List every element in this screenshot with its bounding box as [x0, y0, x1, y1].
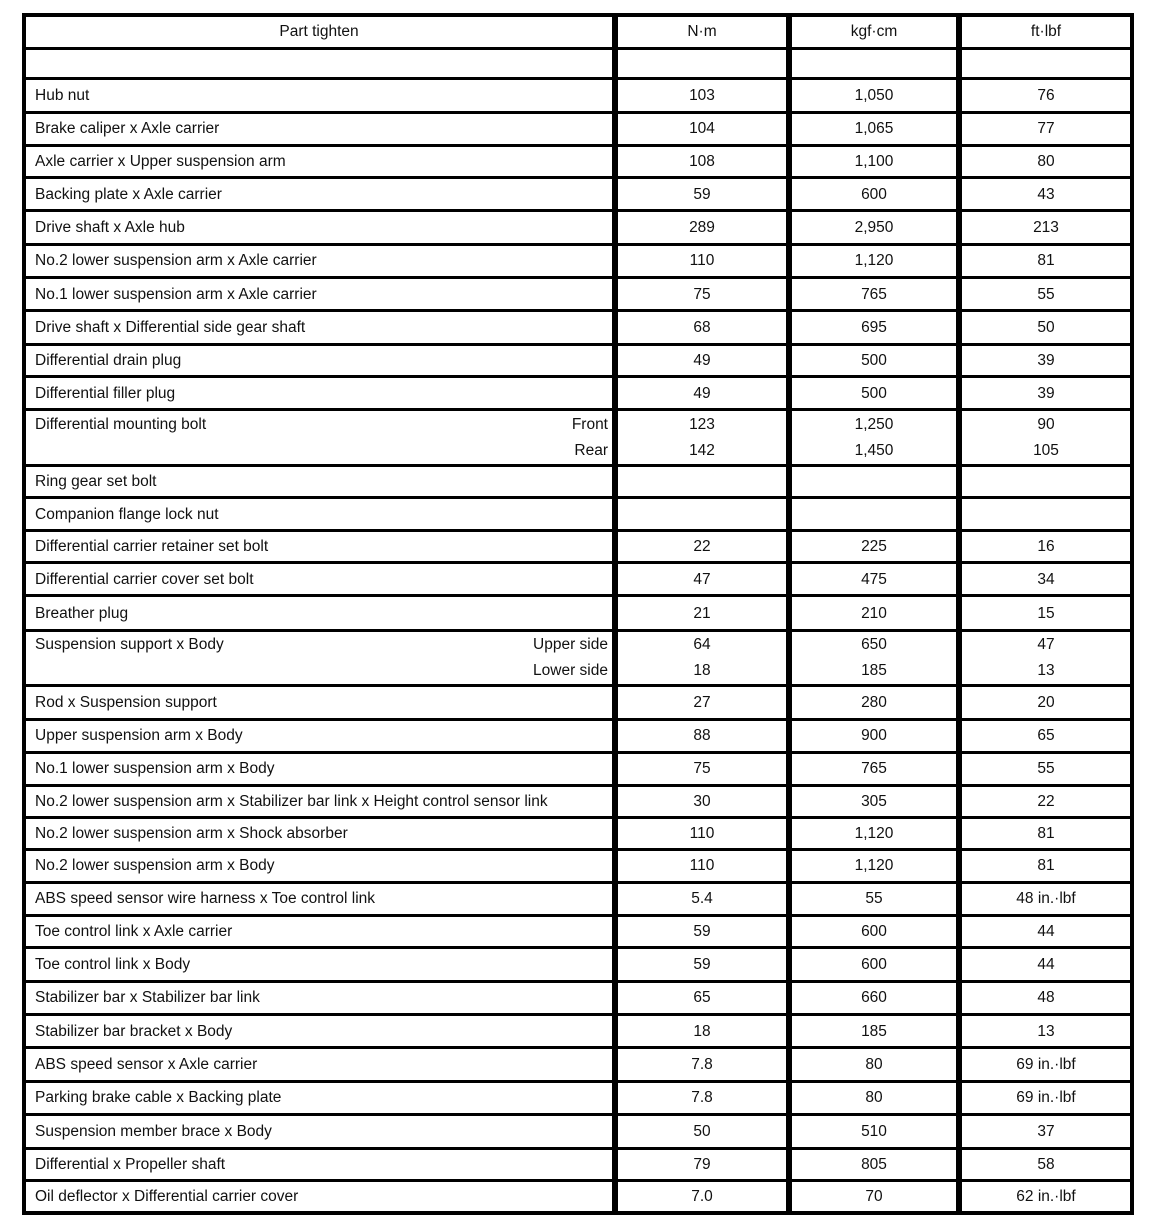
- nm-cell: 50: [615, 1115, 789, 1148]
- part-cell: [24, 344, 615, 376]
- ft-cell: 65: [959, 719, 1132, 752]
- table-row: [24, 344, 1132, 376]
- part-name: Stabilizer bar x Stabilizer bar link: [35, 989, 260, 1007]
- kgf-cell: 1,120: [789, 244, 959, 277]
- torque-spec-table: [22, 13, 1134, 1215]
- part-cell: [24, 211, 615, 244]
- ft-cell: 48 in.·lbf: [959, 882, 1132, 915]
- kgf-cell: 600: [789, 915, 959, 947]
- nm-cell: 49: [615, 377, 789, 410]
- table-row: [24, 410, 1132, 466]
- ft-cell: 22: [959, 785, 1132, 817]
- table-row: [24, 686, 1132, 719]
- part-name: Parking brake cable x Backing plate: [35, 1089, 282, 1107]
- nm-cell-value: 18: [693, 662, 711, 680]
- kgf-cell: 600: [789, 948, 959, 981]
- table-row: [24, 78, 1132, 112]
- kgf-cell: 765: [789, 278, 959, 311]
- part-cell: [24, 498, 615, 530]
- table-row: [24, 113, 1132, 145]
- table-row: [24, 1148, 1132, 1180]
- nm-cell: 47: [615, 563, 789, 596]
- position-label: Front: [571, 415, 608, 433]
- kgf-cell: 80: [789, 1048, 959, 1081]
- nm-cell: 27: [615, 686, 789, 719]
- ft-cell: 81: [959, 850, 1132, 882]
- ft-cell: 16: [959, 530, 1132, 562]
- table-row: [24, 1081, 1132, 1114]
- kgf-cell-value: 650: [861, 636, 887, 654]
- ft-cell: [959, 410, 1132, 466]
- part-name: ABS speed sensor x Axle carrier: [35, 1056, 258, 1074]
- nm-cell-value: 142: [689, 441, 715, 459]
- ft-cell: [959, 466, 1132, 498]
- part-name: Differential carrier retainer set bolt: [35, 537, 269, 555]
- part-cell: [24, 311, 615, 344]
- part-name: Companion flange lock nut: [35, 505, 219, 523]
- part-cell: [24, 1180, 615, 1213]
- kgf-cell: 305: [789, 785, 959, 817]
- nm-cell: 75: [615, 278, 789, 311]
- part-name: ABS speed sensor wire harness x Toe control link: [35, 890, 376, 908]
- part-name: Differential carrier cover set bolt: [35, 570, 254, 588]
- kgf-cell: 1,120: [789, 850, 959, 882]
- nm-cell: 110: [615, 850, 789, 882]
- ft-cell: 62 in.·lbf: [959, 1180, 1132, 1213]
- ft-cell-value: 13: [1037, 662, 1055, 680]
- part-name: Suspension member brace x Body: [35, 1122, 272, 1140]
- table-row: [24, 1048, 1132, 1081]
- kgf-cell: 80: [789, 1081, 959, 1114]
- part-cell: [24, 753, 615, 785]
- ft-cell: 48: [959, 981, 1132, 1014]
- ft-cell: 81: [959, 817, 1132, 849]
- ft-cell: 20: [959, 686, 1132, 719]
- kgf-cell: [789, 410, 959, 466]
- kgf-cell: 660: [789, 981, 959, 1014]
- nm-cell: 110: [615, 817, 789, 849]
- kgf-cell: 70: [789, 1180, 959, 1213]
- kgf-cell: 695: [789, 311, 959, 344]
- ft-cell: 37: [959, 1115, 1132, 1148]
- nm-cell: [615, 498, 789, 530]
- kgf-cell: 600: [789, 177, 959, 210]
- nm-cell: [615, 630, 789, 686]
- ft-cell: 44: [959, 915, 1132, 947]
- part-cell: [24, 915, 615, 947]
- table-row: [24, 915, 1132, 947]
- ft-cell: 39: [959, 344, 1132, 376]
- part-cell: [24, 377, 615, 410]
- nm-cell: 108: [615, 145, 789, 177]
- nm-cell: 21: [615, 596, 789, 630]
- part-cell: [24, 278, 615, 311]
- part-cell: [24, 563, 615, 596]
- part-cell: [24, 1115, 615, 1148]
- part-cell: [24, 882, 615, 915]
- kgf-cell: 55: [789, 882, 959, 915]
- kgf-cell: [789, 498, 959, 530]
- kgf-cell: 510: [789, 1115, 959, 1148]
- part-cell: [24, 466, 615, 498]
- table-row: [24, 377, 1132, 410]
- part-cell: [24, 1015, 615, 1048]
- part-cell: [24, 177, 615, 210]
- ft-cell: 15: [959, 596, 1132, 630]
- table-row: [24, 530, 1132, 562]
- header-row: [24, 15, 1132, 48]
- kgf-cell: 500: [789, 344, 959, 376]
- kgf-cell: 1,120: [789, 817, 959, 849]
- kgf-cell-value: 185: [861, 662, 887, 680]
- part-cell: [24, 981, 615, 1014]
- ft-cell-value: 47: [1037, 636, 1055, 654]
- part-cell: [24, 948, 615, 981]
- ft-cell: 34: [959, 563, 1132, 596]
- nm-cell: 7.0: [615, 1180, 789, 1213]
- part-name: Rod x Suspension support: [35, 694, 217, 712]
- part-name: Differential x Propeller shaft: [35, 1155, 226, 1173]
- nm-cell: 59: [615, 948, 789, 981]
- part-name: Hub nut: [35, 86, 90, 104]
- nm-cell: 7.8: [615, 1081, 789, 1114]
- kgf-cell: 185: [789, 1015, 959, 1048]
- table-row: [24, 850, 1132, 882]
- ft-cell: 43: [959, 177, 1132, 210]
- nm-cell: [615, 48, 789, 78]
- ft-cell: [959, 498, 1132, 530]
- nm-cell: 75: [615, 753, 789, 785]
- ft-cell: 39: [959, 377, 1132, 410]
- part-name: Brake caliper x Axle carrier: [35, 120, 220, 138]
- part-name: Drive shaft x Axle hub: [35, 218, 185, 236]
- nm-cell: 22: [615, 530, 789, 562]
- ft-cell: 213: [959, 211, 1132, 244]
- table-row: [24, 311, 1132, 344]
- position-label: Upper side: [533, 636, 608, 654]
- header-ft: ft·lbf: [959, 15, 1132, 48]
- nm-cell: 79: [615, 1148, 789, 1180]
- part-cell: [24, 596, 615, 630]
- nm-cell: 18: [615, 1015, 789, 1048]
- kgf-cell-value: 1,250: [854, 415, 894, 433]
- kgf-cell: 280: [789, 686, 959, 719]
- nm-cell: [615, 466, 789, 498]
- table-row: [24, 1115, 1132, 1148]
- ft-cell: [959, 48, 1132, 78]
- part-name: No.1 lower suspension arm x Body: [35, 760, 275, 778]
- nm-cell: 289: [615, 211, 789, 244]
- nm-cell: 59: [615, 915, 789, 947]
- part-name: Toe control link x Body: [35, 956, 191, 973]
- header-kgf: kgf·cm: [789, 15, 959, 48]
- part-cell: [24, 1148, 615, 1180]
- table-row: [24, 948, 1132, 981]
- table-row: [24, 753, 1132, 785]
- position-labels: [572, 412, 608, 464]
- part-cell: [24, 686, 615, 719]
- ft-cell: 77: [959, 113, 1132, 145]
- kgf-cell: [789, 630, 959, 686]
- part-name: Backing plate x Axle carrier: [35, 185, 222, 203]
- ft-cell: 69 in.·lbf: [959, 1081, 1132, 1114]
- ft-cell: 76: [959, 78, 1132, 112]
- part-name: Stabilizer bar bracket x Body: [35, 1022, 233, 1040]
- table-row: [24, 817, 1132, 849]
- part-name: Upper suspension arm x Body: [35, 727, 243, 745]
- ft-cell: 81: [959, 244, 1132, 277]
- part-cell: [24, 1081, 615, 1114]
- table-row: [24, 785, 1132, 817]
- part-name: Axle carrier x Upper suspension arm: [35, 152, 286, 170]
- kgf-cell: 225: [789, 530, 959, 562]
- part-name: No.1 lower suspension arm x Axle carrier: [35, 285, 317, 303]
- header-part: Part tighten: [24, 15, 615, 48]
- ft-cell: 69 in.·lbf: [959, 1048, 1132, 1081]
- position-label: Lower side: [533, 662, 608, 680]
- part-cell: [24, 817, 615, 849]
- table-row: [24, 563, 1132, 596]
- part-cell: [24, 244, 615, 277]
- nm-cell: 88: [615, 719, 789, 752]
- nm-cell: 110: [615, 244, 789, 277]
- kgf-cell: 1,100: [789, 145, 959, 177]
- table-row: [24, 145, 1132, 177]
- nm-cell: 5.4: [615, 882, 789, 915]
- kgf-cell: 805: [789, 1148, 959, 1180]
- part-name: Drive shaft x Differential side gear shaft: [35, 319, 306, 337]
- part-name: No.2 lower suspension arm x Shock absorber: [35, 825, 348, 843]
- table-row: [24, 244, 1132, 277]
- part-name: No.2 lower suspension arm x Stabilizer bar link x Height control sensor link: [35, 792, 548, 810]
- ft-cell: 80: [959, 145, 1132, 177]
- table-row: [24, 177, 1132, 210]
- table-row: [24, 1015, 1132, 1048]
- position-label: Rear: [574, 441, 608, 459]
- nm-cell: 103: [615, 78, 789, 112]
- ft-cell: 13: [959, 1015, 1132, 1048]
- nm-cell: 104: [615, 113, 789, 145]
- nm-cell-value: 123: [689, 415, 715, 433]
- header-nm: N·m: [615, 15, 789, 48]
- part-cell: [24, 630, 615, 686]
- nm-cell: 59: [615, 177, 789, 210]
- kgf-cell: 2,950: [789, 211, 959, 244]
- part-name: Breather plug: [35, 604, 129, 622]
- kgf-cell: 210: [789, 596, 959, 630]
- part-name: Differential mounting bolt: [35, 415, 207, 433]
- kgf-cell: 500: [789, 377, 959, 410]
- part-name: No.2 lower suspension arm x Body: [35, 857, 275, 875]
- ft-cell-value: 105: [1033, 441, 1059, 459]
- nm-cell-value: 64: [693, 636, 711, 654]
- kgf-cell: 900: [789, 719, 959, 752]
- part-name: Toe control link x Axle carrier: [35, 923, 233, 941]
- table-row: [24, 211, 1132, 244]
- nm-cell: 30: [615, 785, 789, 817]
- kgf-cell: 1,050: [789, 78, 959, 112]
- ft-cell: [959, 630, 1132, 686]
- table-row: [24, 882, 1132, 915]
- table-row: [24, 48, 1132, 78]
- part-cell: [24, 78, 615, 112]
- ft-cell: 55: [959, 278, 1132, 311]
- ft-cell: 50: [959, 311, 1132, 344]
- part-cell: [24, 785, 615, 817]
- kgf-cell: 475: [789, 563, 959, 596]
- table-row: [24, 719, 1132, 752]
- part-cell: [24, 145, 615, 177]
- part-name: Ring gear set bolt: [35, 473, 157, 491]
- part-cell: [24, 410, 615, 466]
- table-row: [24, 498, 1132, 530]
- part-name: Differential drain plug: [35, 351, 182, 369]
- part-name: No.2 lower suspension arm x Axle carrier: [35, 252, 317, 270]
- position-labels: [533, 632, 608, 684]
- part-name: Differential filler plug: [35, 384, 176, 402]
- table-row: [24, 466, 1132, 498]
- part-cell: [24, 113, 615, 145]
- nm-cell: [615, 410, 789, 466]
- part-cell: [24, 48, 615, 78]
- nm-cell: 65: [615, 981, 789, 1014]
- part-cell: [24, 1048, 615, 1081]
- part-name: Suspension support x Body: [35, 636, 224, 654]
- nm-cell: 7.8: [615, 1048, 789, 1081]
- part-cell: [24, 850, 615, 882]
- ft-cell: 44: [959, 948, 1132, 981]
- ft-cell: 55: [959, 753, 1132, 785]
- nm-cell: 68: [615, 311, 789, 344]
- table-row: [24, 630, 1132, 686]
- table-body: [24, 48, 1132, 1213]
- part-cell: [24, 530, 615, 562]
- kgf-cell-value: 1,450: [854, 441, 894, 459]
- table-row: [24, 278, 1132, 311]
- ft-cell: 58: [959, 1148, 1132, 1180]
- table-row: [24, 596, 1132, 630]
- nm-cell: 49: [615, 344, 789, 376]
- table-row: [24, 1180, 1132, 1213]
- ft-cell-value: 90: [1037, 415, 1055, 433]
- table-row: [24, 981, 1132, 1014]
- part-name: Oil deflector x Differential carrier cover: [35, 1187, 299, 1205]
- kgf-cell: 1,065: [789, 113, 959, 145]
- kgf-cell: [789, 48, 959, 78]
- kgf-cell: 765: [789, 753, 959, 785]
- part-cell: [24, 719, 615, 752]
- kgf-cell: [789, 466, 959, 498]
